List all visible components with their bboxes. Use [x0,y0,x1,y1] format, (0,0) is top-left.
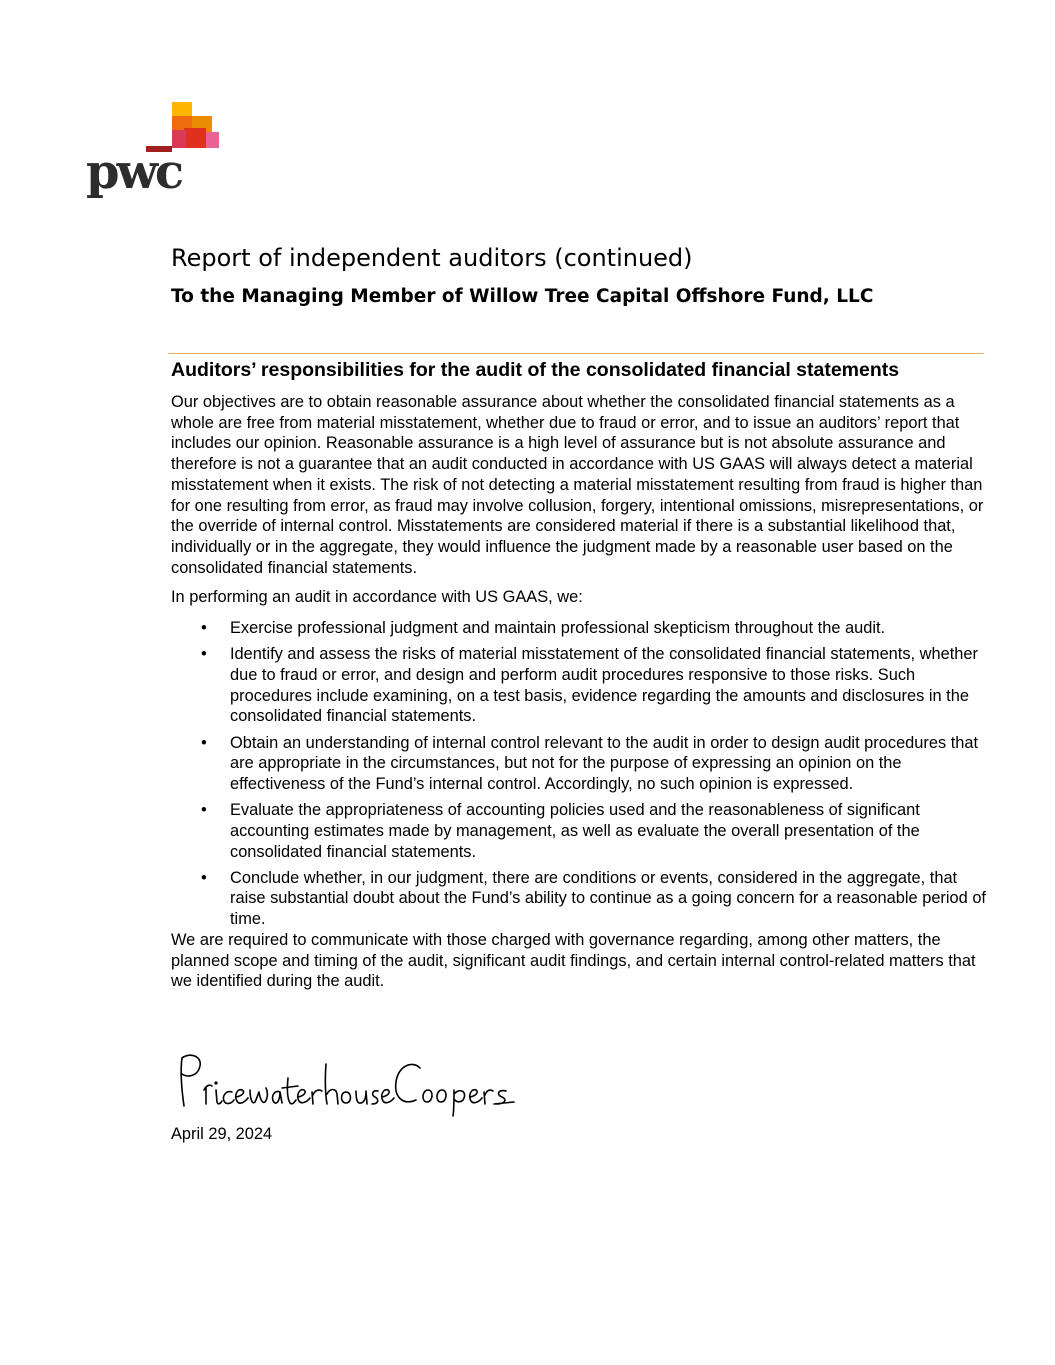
report-title: Report of independent auditors (continued) [171,244,693,272]
list-item: • Evaluate the appropriateness of accounting policies used and the reasonableness of significant accounting estimates made by management, as well as evaluate the overall presentation of the consolidated financial statements. [171,800,986,862]
section-divider [168,353,984,354]
logo-wordmark: pwc [86,144,182,200]
list-item: • Obtain an understanding of internal control relevant to the audit in order to design audit procedures that are appropriate in the circumstances, but not for the purpose of expressing an opinion on the effectiveness of the Fund’s internal control. Accordingly, no such opinion is expressed. [171,733,986,795]
logo-block-red [184,128,206,148]
audit-procedures-list [171,618,986,930]
pwc-logo [86,100,226,208]
governance-paragraph: We are required to communicate with those charged with governance regarding, among other matters, the planned scope and timing of the audit, significant audit findings, and certain internal control-related matters that we identified during the audit. [171,930,976,991]
objectives-paragraph: Our objectives are to obtain reasonable assurance about whether the consolidated financial statements as a whole are free from material misstatement, whether due to fraud or error, and to issue an auditors’ report that includes our opinion. Reasonable assurance is a high level of assurance but is not absolute assurance and therefore is not a guarantee that an audit conducted in accordance with US GAAS will always detect a material misstatement when it exists. The risk of not detecting a material misstatement resulting from fraud is higher than for one resulting from error, as fraud may involve collusion, forgery, intentional omissions, misrepresentations, or the override of internal control. Misstatements are considered material if there is a substantial likelihood that, individually or in the aggregate, they would influence the judgment made by a reasonable user based on the consolidated financial statements. [171,393,984,577]
report-body [171,358,986,992]
logo-block-pink [206,132,219,148]
list-item: • Identify and assess the risks of material misstatement of the consolidated financial statements, whether due to fraud or error, and design and perform audit procedures responsive to those risks. Such procedures include examining, on a test basis, evidence regarding the amounts and disclosures in the consolidated financial statements. [171,644,986,727]
list-item: • Conclude whether, in our judgment, there are conditions or events, considered in the aggregate, that raise substantial doubt about the Fund’s ability to continue as a going concern for a reasonable period of time. [171,868,986,930]
signature-date: April 29, 2024 [171,1125,273,1143]
list-item: • Exercise professional judgment and maintain professional skepticism throughout the audit. [171,618,986,639]
section-heading: Auditors’ responsibilities for the audit of the consolidated financial statements [171,359,900,381]
report-addressee: To the Managing Member of Willow Tree Capital Offshore Fund, LLC [171,286,874,307]
audit-intro-paragraph: In performing an audit in accordance with US GAAS, we: [171,588,583,607]
handwritten-signature [176,1050,521,1118]
